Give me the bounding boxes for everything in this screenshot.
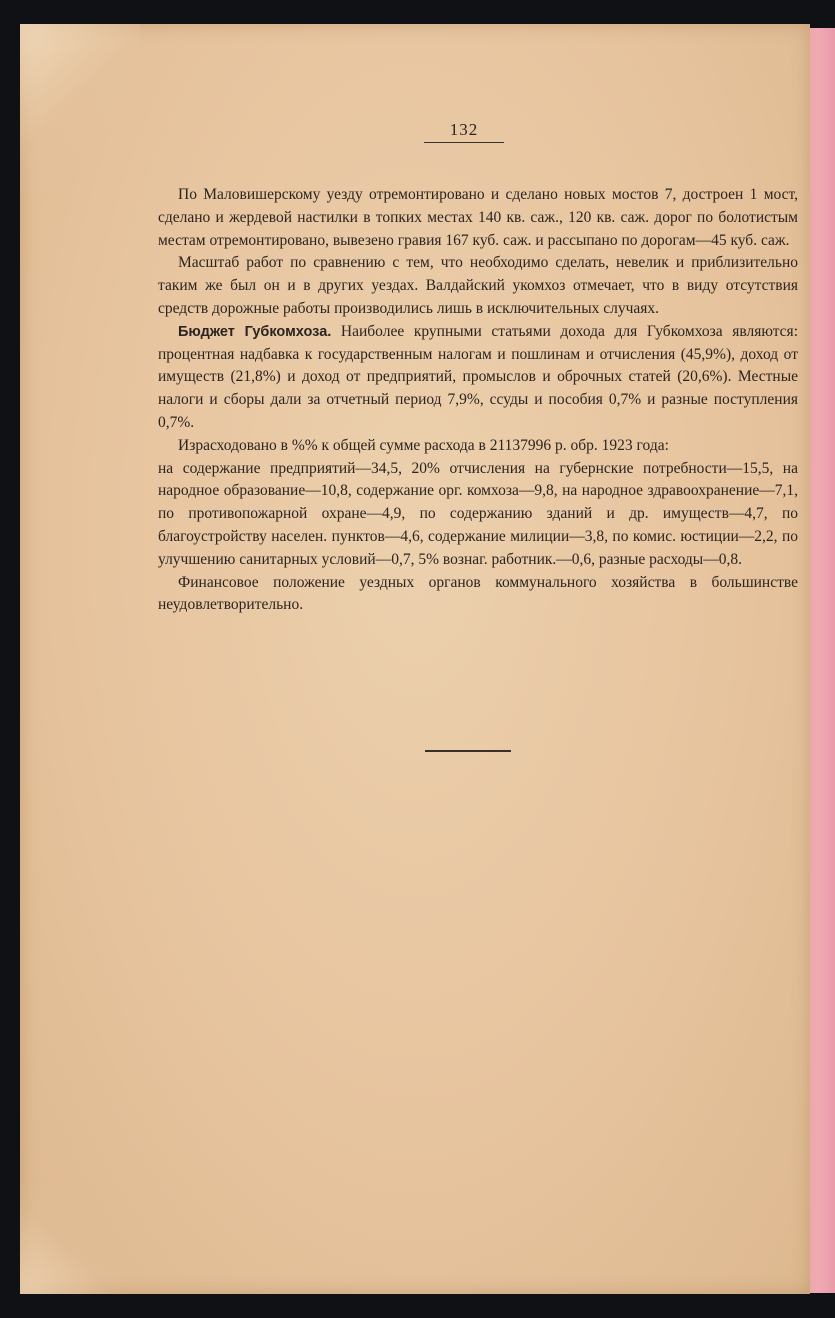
page-number: 132 — [424, 120, 504, 143]
corner-fold-bottom — [20, 1184, 120, 1294]
corner-fold-top — [20, 24, 140, 194]
section-divider — [425, 750, 511, 752]
body-text — [158, 184, 798, 617]
paragraph-expenses-list: на содержание предприятий—34,5, 20% отчисления на губернские потребности—15,5, на народное образование—10,8, содержание орг. комхоза—9,8, на народное здравоохранение—7,1, по противопожарной охране—4,9, по содержанию зданий и др. имуществ—4,7, по благоустройству населен. пунктов—4,6, содержание милиции—3,8, по комис. юстиции—2,2, по улучшению санитарных условий—0,7, 5% вознаг. работник.—0,6, разные расходы—0,8. — [158, 459, 798, 568]
budget-text: Наиболее крупными статьями дохода для Губкомхоза являются: процентная надбавка к государственным налогам и пошлинам и отчисления (45,9%), доход от имуществ (21,8%) и доход от предприятий, промыслов и оброчных статей (20,6%). Местные налоги и сборы дали за отчетный период 7,9%, ссуды и пособия 0,7% и разные поступления 0,7%. — [158, 322, 798, 431]
paragraph-road-works: По Маловишерскому уезду отремонтировано и сделано новых мостов 7, достроен 1 мост, сделано и жердевой настилки в топких местах 140 кв. саж., 120 кв. саж. дорог по болотистым местам отремонтировано, вывезено гравия 167 куб. саж. и рассыпано по дорогам—45 куб. саж. — [158, 186, 798, 249]
paragraph-expenses-intro: Израсходовано в %% к общей сумме расхода в 21137996 р. обр. 1923 года: — [178, 436, 669, 454]
paragraph-financial-status: Финансовое положение уездных органов коммунального хозяйства в большинстве неудовлетворительно. — [158, 573, 798, 614]
paragraph-scale-of-works: Масштаб работ по сравнению с тем, что необходимо сделать, невелик и приблизительно таким же был он и в других уездах. Валдайский укомхоз отмечает, что в виду отсутствия средств дорожные работы производились лишь в исключительных случаях. — [158, 254, 798, 317]
document-page — [20, 24, 810, 1294]
budget-heading: Бюджет Губкомхоза. — [178, 323, 332, 340]
paragraph-budget — [158, 321, 798, 435]
